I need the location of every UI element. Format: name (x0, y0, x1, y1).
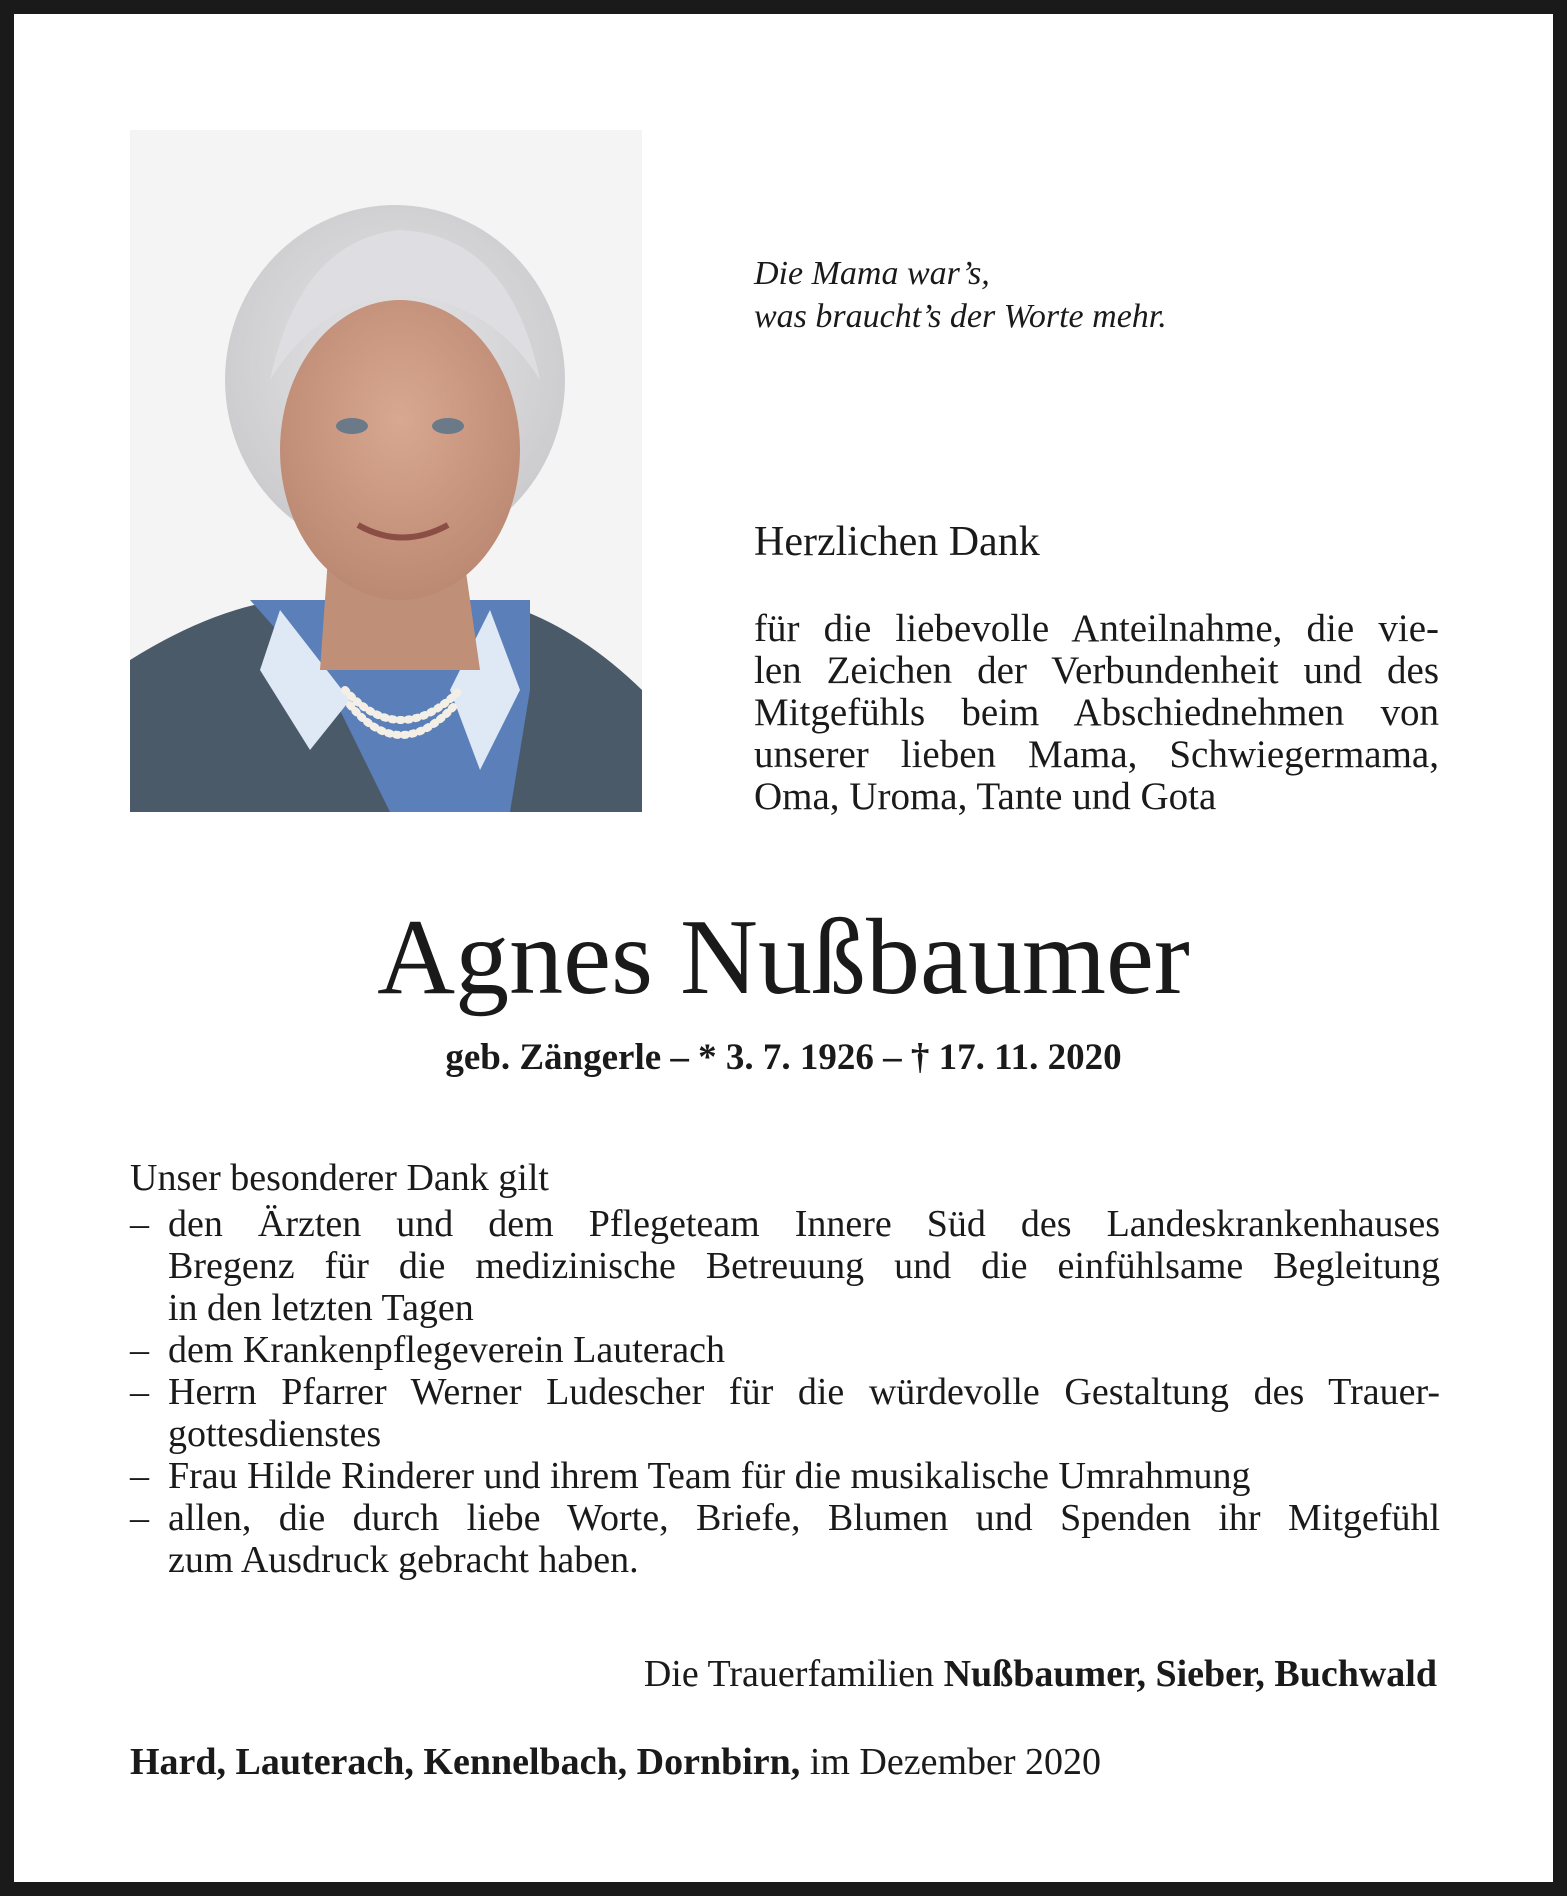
mourning-families (644, 1650, 1437, 1698)
dash: – (130, 1203, 149, 1245)
list-item-line: Herrn Pfarrer Werner Ludescher für die würdevolle Gestaltung des Trauer- (168, 1371, 1440, 1413)
list-item-line: dem Krankenpflegeverein Lauterach (168, 1329, 726, 1371)
thanks-title: Herzlichen Dank (754, 519, 1040, 565)
list-item-line: in den letzten Tagen (168, 1287, 474, 1329)
list-item-line: Bregenz für die medizinische Betreuung und die einfühlsame Begleitung (168, 1245, 1440, 1287)
motto-line-1: Die Mama war’s, (754, 255, 990, 292)
list-item-line: zum Ausdruck gebracht haben. (168, 1539, 639, 1581)
place-date (130, 1738, 1101, 1786)
list-item (130, 1497, 1440, 1581)
list-item (130, 1455, 1440, 1497)
list-item-line: gottesdienstes (168, 1413, 382, 1455)
thanks-line: für die liebevolle Anteilnahme, die vie- (754, 607, 1439, 650)
list-item-line: Frau Hilde Rinderer und ihrem Team für die musikalische Umrahmung (168, 1455, 1251, 1497)
dash: – (130, 1455, 149, 1497)
place-date-text: im Dezember 2020 (809, 1741, 1102, 1783)
dash: – (130, 1371, 149, 1413)
thanks-line: Oma, Uroma, Tante und Gota (754, 775, 1217, 818)
thanks-line: unserer lieben Mama, Schwiegermama, (754, 733, 1439, 776)
thanks-body (754, 608, 1439, 818)
thanks-line: len Zeichen der Verbundenheit und des (754, 649, 1439, 692)
special-thanks (130, 1157, 1440, 1581)
place-towns: Hard, Lauterach, Kennelbach, Dornbirn, (130, 1741, 801, 1783)
thanks-line: Mitgefühls beim Abschiednehmen von (754, 691, 1439, 734)
portrait-photo (130, 130, 642, 812)
deceased-name: Agnes Nußbaumer (377, 898, 1190, 1017)
list-item-line: den Ärzten und dem Pflegeteam Innere Süd des Landeskrankenhauses (168, 1203, 1440, 1245)
list-item (130, 1203, 1440, 1329)
birth-death-dates: geb. Zängerle – * 3. 7. 1926 – † 17. 11. 2020 (445, 1037, 1122, 1078)
special-thanks-intro: Unser besonderer Dank gilt (130, 1157, 549, 1199)
motto-line-2: was braucht’s der Worte mehr. (754, 298, 1167, 335)
family-names: Nußbaumer, Sieber, Buchwald (943, 1653, 1437, 1695)
list-item (130, 1329, 1440, 1371)
family-prefix: Die Trauerfamilien (643, 1653, 935, 1695)
motto (754, 252, 1454, 338)
dash: – (130, 1329, 149, 1371)
dash: – (130, 1497, 149, 1539)
list-item-line: allen, die durch liebe Worte, Briefe, Blumen und Spenden ihr Mitgefühl (168, 1497, 1440, 1539)
list-item (130, 1371, 1440, 1455)
